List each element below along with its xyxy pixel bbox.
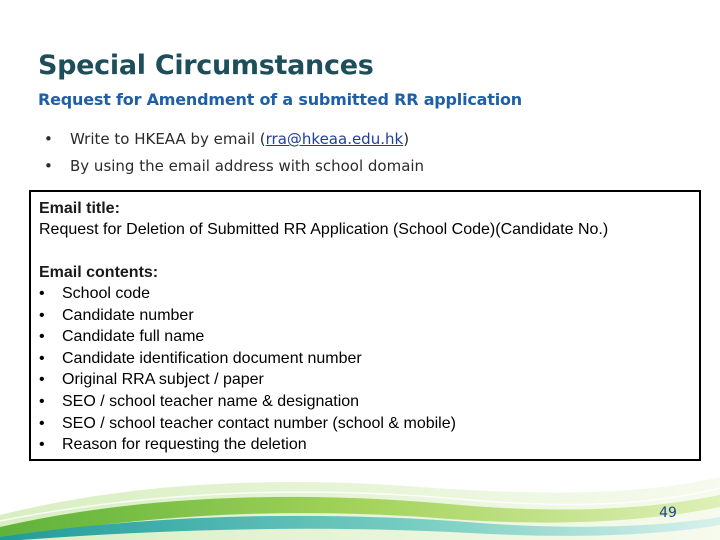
bullet-marker: • bbox=[44, 130, 53, 148]
bullet-item-domain bbox=[44, 157, 424, 184]
list-item bbox=[39, 434, 691, 456]
bullet-marker: • bbox=[39, 328, 45, 346]
list-item-text: Candidate full name bbox=[62, 328, 205, 346]
email-link[interactable]: rra@hkeaa.edu.hk bbox=[265, 130, 404, 148]
list-item-text: Original RRA subject / paper bbox=[62, 371, 264, 389]
slide-title: Special Circumstances bbox=[38, 50, 374, 81]
list-item bbox=[39, 283, 691, 305]
list-item bbox=[39, 391, 691, 413]
bullet-marker: • bbox=[39, 436, 45, 454]
list-item bbox=[39, 326, 691, 348]
email-contents-list bbox=[39, 283, 691, 456]
email-title-text: Request for Deletion of Submitted RR Application (School Code)(Candidate No.) bbox=[39, 221, 609, 238]
list-item bbox=[39, 348, 691, 370]
instruction-bullets bbox=[44, 130, 424, 184]
list-item-text: Candidate identification document number bbox=[62, 349, 362, 367]
list-item-text: School code bbox=[62, 285, 151, 302]
decorative-wave-footer bbox=[0, 455, 720, 540]
bullet-text bbox=[70, 130, 409, 148]
list-item-text: SEO / school teacher contact number (school & mobile) bbox=[62, 414, 456, 432]
bullet-marker: • bbox=[44, 157, 53, 175]
bullet-marker: • bbox=[39, 371, 45, 389]
email-contents-heading: Email contents: bbox=[39, 264, 159, 281]
list-item bbox=[39, 413, 691, 435]
list-item-text: Candidate number bbox=[62, 306, 194, 324]
list-item bbox=[39, 369, 691, 391]
bullet-marker: • bbox=[39, 285, 45, 302]
list-item-text: Reason for requesting the deletion bbox=[62, 436, 307, 454]
page-number: 49 bbox=[659, 505, 677, 521]
bullet-marker: • bbox=[39, 392, 45, 410]
email-template-box bbox=[29, 190, 701, 461]
slide-subtitle: Request for Amendment of a submitted RR application bbox=[38, 90, 522, 109]
bullet-marker: • bbox=[39, 306, 45, 324]
list-item-text: SEO / school teacher name & designation bbox=[62, 392, 360, 410]
email-title-heading: Email title: bbox=[39, 200, 120, 217]
bullet-item-email bbox=[44, 130, 424, 157]
list-item bbox=[39, 305, 691, 327]
bullet-text-prefix: Write to HKEAA by email ( bbox=[70, 130, 266, 148]
bullet-text-suffix: ) bbox=[403, 130, 410, 148]
bullet-text: By using the email address with school domain bbox=[70, 157, 425, 175]
bullet-marker: • bbox=[39, 414, 45, 432]
bullet-marker: • bbox=[39, 349, 45, 367]
